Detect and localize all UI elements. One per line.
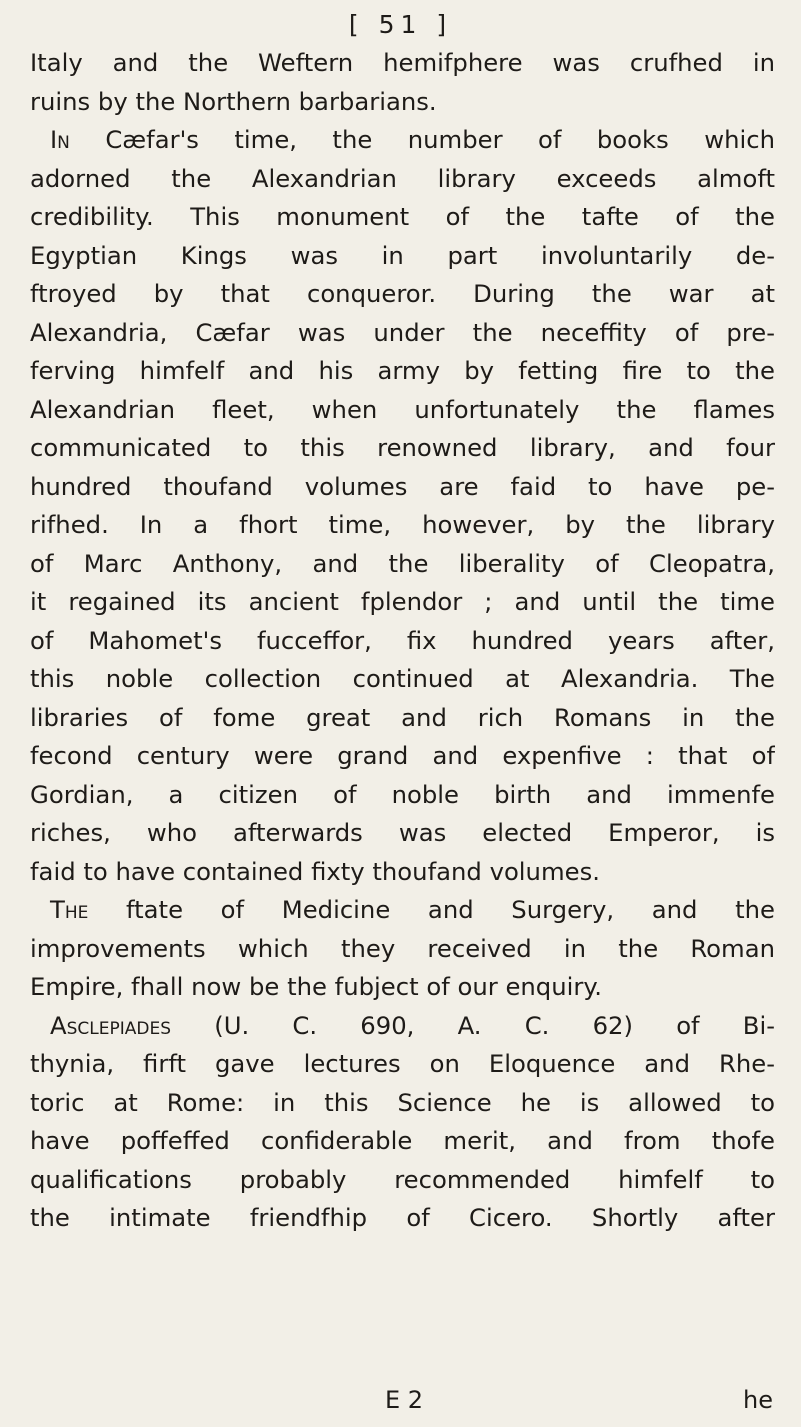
text-line: In Cæfar's time, the number of books which — [50, 125, 775, 154]
text-line: the intimate friendfhip of Cicero. Shortly after — [30, 1203, 775, 1232]
text-line: libraries of fome great and rich Romans in the — [30, 702, 775, 732]
text-line: improvements which they received in the Roman — [30, 933, 775, 963]
text-line: ftroyed by that conqueror. During the war at — [30, 279, 775, 308]
text-line: riches, who afterwards was elected Emperor, is — [30, 818, 775, 847]
text-line: thynia, firft gave lectures on Eloquence and Rhe- — [30, 1049, 775, 1078]
text-line: Empire, fhall now be the fubject of our enquiry. — [30, 972, 603, 1001]
text-line: ruins by the Northern barbarians. — [30, 86, 437, 116]
text-line: Alexandrian fleet, when unfortunately the flames — [30, 394, 775, 424]
text-line: Gordian, a citizen of noble birth and immenfe — [30, 779, 775, 809]
text-line: communicated to this renowned library, and four — [30, 433, 775, 462]
text-line: adorned the Alexandrian library exceeds almoft — [30, 163, 775, 193]
text-line: qualifications probably recommended himfelf to — [30, 1164, 775, 1194]
text-line: faid to have contained fixty thoufand volumes. — [30, 856, 600, 886]
body-text — [30, 44, 775, 1238]
text-line: rifhed. In a fhort time, however, by the library — [30, 510, 775, 539]
text-line: credibility. This monument of the tafte of the — [30, 202, 775, 231]
text-line: Italy and the Weftern hemifphere was crufhed in — [30, 48, 775, 77]
signature-mark: E 2 — [385, 1386, 424, 1414]
text-line: have poffeffed confiderable merit, and from thofe — [30, 1126, 775, 1155]
text-line: of Marc Anthony, and the liberality of Cleopatra, — [30, 548, 775, 578]
page-number: [ 51 ] — [348, 10, 453, 39]
text-line: toric at Rome: in this Science he is allowed to — [30, 1087, 775, 1117]
text-line: Asclepiades (U. C. 690, A. C. 62) of Bi- — [50, 1010, 775, 1040]
text-line: of Mahomet's fucceffor, fix hundred years after, — [30, 625, 775, 655]
text-line: hundred thoufand volumes are faid to have pe- — [30, 471, 775, 501]
text-line: this noble collection continued at Alexandria. The — [30, 664, 775, 693]
text-line: Alexandria, Cæfar was under the neceffity of pre- — [30, 317, 775, 347]
text-line: it regained its ancient fplendor ; and until the time — [30, 587, 775, 616]
catchword: he — [743, 1386, 773, 1414]
text-line: The ftate of Medicine and Surgery, and the — [50, 895, 775, 924]
text-line: fecond century were grand and expenfive : that of — [30, 741, 775, 770]
text-line: Egyptian Kings was in part involuntarily de- — [30, 240, 775, 270]
text-line: ferving himfelf and his army by fetting fire to the — [30, 356, 775, 385]
page-footer — [0, 1386, 801, 1422]
